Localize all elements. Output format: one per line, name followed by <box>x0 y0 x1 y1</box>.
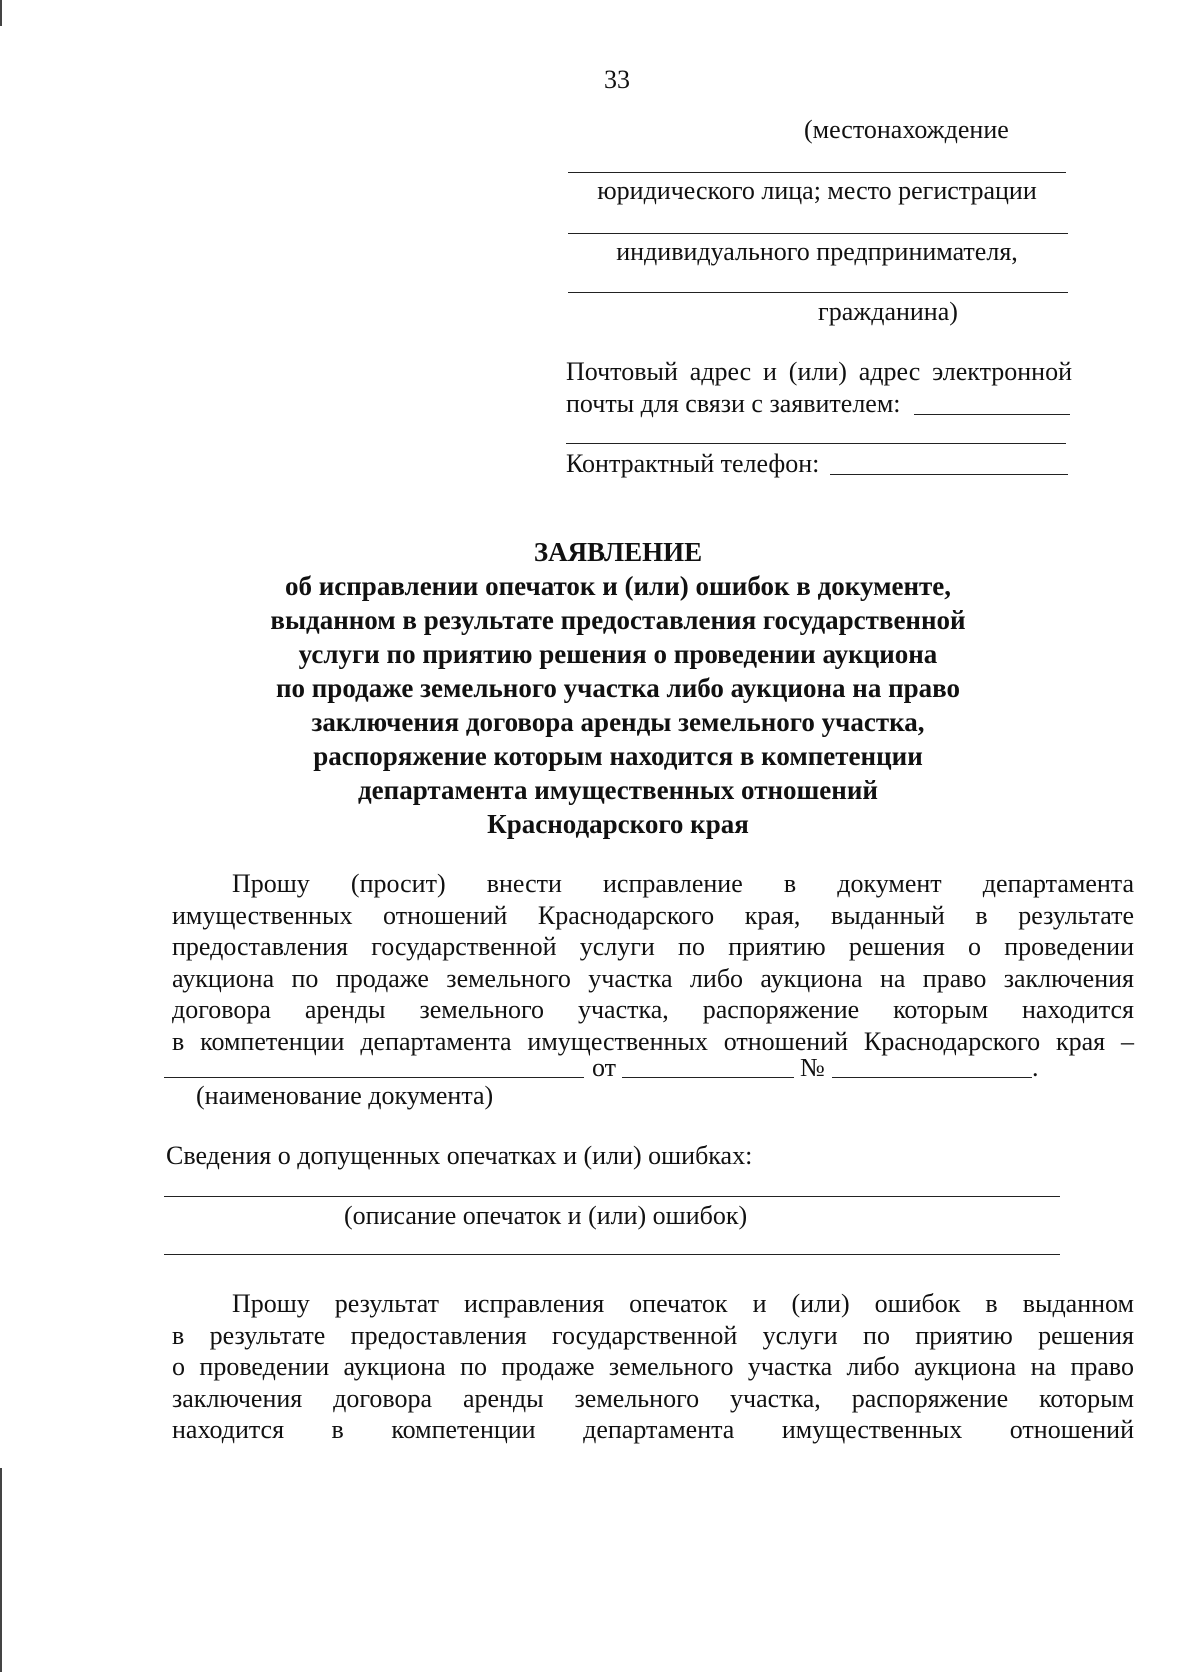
location-caption-line-4: гражданина) <box>818 297 958 326</box>
phone-field <box>830 474 1068 475</box>
title-line-6: распоряжение которым находится в компетенции <box>313 741 923 771</box>
location-caption-line-2: юридического лица; место регистрации <box>597 176 1037 205</box>
paragraph-row: договора аренды земельного участка, распоряжение которым находится <box>172 995 1134 1025</box>
location-caption-line-1: (местонахождение <box>804 115 1009 144</box>
errors-field-1 <box>164 1196 1060 1197</box>
document-name-field <box>164 1077 584 1078</box>
document-number-field <box>832 1077 1032 1078</box>
location-caption-line-3: индивидуального предпринимателя, <box>616 237 1018 266</box>
title-line-4: по продаже земельного участка либо аукциона на право <box>275 673 961 703</box>
paragraph-row: находится в компетенции департамента имущественных отношений <box>172 1415 1134 1445</box>
phone-label: Контрактный телефон: <box>566 449 820 478</box>
paragraph-row: предоставления государственной услуги по приятию решения о проведении <box>172 932 1134 962</box>
postal-address-field <box>914 414 1070 415</box>
title-line-5: заключения договора аренды земельного участка, <box>311 707 925 737</box>
location-underline-1 <box>568 172 1066 173</box>
scan-edge-top <box>0 0 2 26</box>
postal-address-field-2 <box>566 443 1066 444</box>
number-label: № <box>800 1053 825 1082</box>
document-date-field <box>622 1077 794 1078</box>
from-label: от <box>592 1053 617 1082</box>
document-name-caption: (наименование документа) <box>196 1081 494 1110</box>
errors-field-2 <box>164 1254 1060 1255</box>
scan-edge-bottom <box>0 1468 2 1672</box>
paragraph-row: о проведении аукциона по продаже земельного участка либо аукциона на право <box>172 1352 1134 1382</box>
paragraph-row: аукциона по продаже земельного участка либо аукциона на право заключения <box>172 963 1134 993</box>
paragraph-row: в компетенции департамента имущественных отношений Краснодарского края – <box>172 1026 1134 1056</box>
title-line-8: Краснодарского края <box>487 809 749 839</box>
postal-address-label: Почтовый адрес и (или) адрес электронной <box>566 357 1072 386</box>
paragraph-row: Прошу результат исправления опечаток и (или) ошибок в выданном <box>232 1289 1134 1318</box>
page-number: 33 <box>604 65 630 94</box>
location-underline-3 <box>568 292 1068 293</box>
title-line-7: департамента имущественных отношений <box>358 775 878 805</box>
errors-label: Сведения о допущенных опечатках и (или) ошибках: <box>166 1141 753 1170</box>
paragraph-row: Прошу (просит) внести исправление в документ департамента <box>232 869 1134 898</box>
title-line-3: услуги по приятию решения о проведении аукциона <box>298 639 938 669</box>
result-paragraph <box>172 1288 1134 1446</box>
statement-heading: ЗАЯВЛЕНИЕ <box>533 537 703 567</box>
request-paragraph <box>172 868 1134 1058</box>
location-underline-2 <box>568 233 1068 234</box>
paragraph-row: в результате предоставления государственной услуги по приятию решения <box>172 1320 1134 1350</box>
end-dot: . <box>1032 1053 1039 1082</box>
paragraph-row: заключения договора аренды земельного участка, распоряжение которым <box>172 1383 1134 1413</box>
title-line-1: об исправлении опечаток и (или) ошибок в документе, <box>284 571 952 601</box>
postal-address-label-2: почты для связи с заявителем: <box>566 389 901 418</box>
errors-caption: (описание опечаток и (или) ошибок) <box>344 1201 748 1230</box>
title-line-2: выданном в результате предоставления государственной <box>270 605 966 635</box>
paragraph-row: имущественных отношений Краснодарского края, выданный в результате <box>172 900 1134 930</box>
